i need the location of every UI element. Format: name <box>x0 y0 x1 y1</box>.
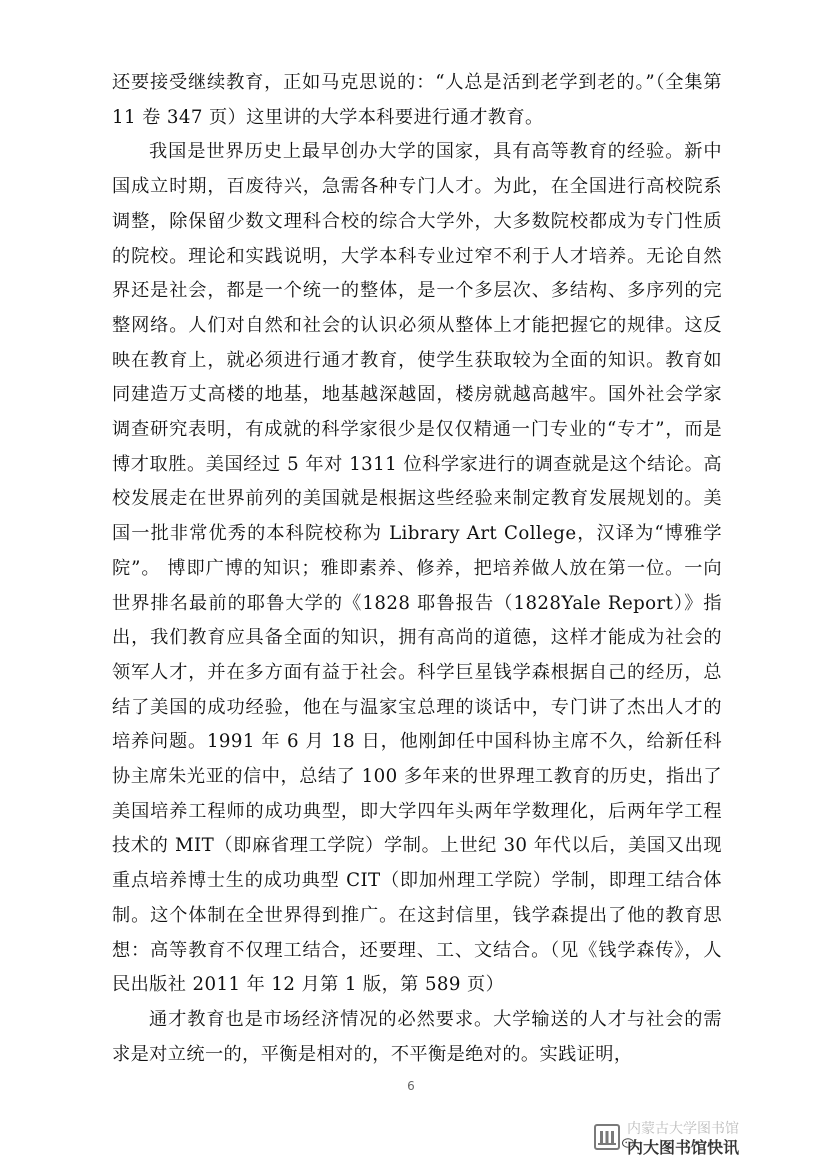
watermark-library-name: 内蒙古大学图书馆 <box>627 1121 739 1137</box>
paragraph-3: 通才教育也是市场经济情况的必然要求。大学输送的人才与社会的需求是对立统一的，平衡是相对的，不平衡是绝对的。实践证明， <box>112 1008 722 1065</box>
watermark <box>594 1116 804 1158</box>
paragraph-2: 我国是世界历史上最早创办大学的国家，具有高等教育的经验。新中国成立时期，百废待兴，急需各种专门人才。为此，在全国进行高校院系调整，除保留少数文理科合校的综合大学外，大多数院校都成为专门性质的院校。理论和实践说明，大学本科专业过窄不利于人才培养。无论自然界还是社会，都是一个统一的整体，是一个多层次、多结构、多序列的完整网络。人们对自然和社会的认识必须从整体上才能把握它的规律。这反映在教育上，就必须进行通才教育，使学生获取较为全面的知识。教育如同建造万丈高楼的地基，地基越深越固，楼房就越高越牢。国外社会学家调查研究表明，有成就的科学家很少是仅仅精通一门专业的“专才”，而是博才取胜。美国经过 5 年对 1311 位科学家进行的调查就是这个结论。高校发展走在世界前列的美国就是根据这些经验来制定教育发展规划的。美国一批非常优秀的本科院校称为 Library Art College，汉译为“博雅学院”。 博即广博的知识；雅即素养、修养，把培养做人放在第一位。一向世界排名最前的耶鲁大学的《1828 耶鲁报告（1828Yale Report）》指出，我们教育应具备全面的知识，拥有高尚的道德，这样才能成为社会的领军人才，并在多方面有益于社会。科学巨星钱学森根据自己的经历，总结了美国的成功经验，他在与温家宝总理的谈话中，专门讲了杰出人才的培养问题。1991 年 6 月 18 日，他刚卸任中国科协主席不久，给新任科协主席朱光亚的信中，总结了 100 多年来的世界理工教育的历史，指出了美国培养工程师的成功典型，即大学四年头两年学数理化，后两年学工程技术的 MIT（即麻省理工学院）学制。上世纪 30 年代以后，美国又出现重点培养博士生的成功典型 CIT（即加州理工学院）学制，即理工结合体制。这个体制在全世界得到推广。在这封信里，钱学森提出了他的教育思想：高等教育不仅理工结合，还要理、工、文结合。（见《钱学森传》，人民出版社 2011 年 12 月第 1 版，第 589 页） <box>112 141 722 996</box>
library-logo-icon <box>594 1124 620 1150</box>
document-body <box>112 66 722 1072</box>
watermark-account-name: 内大图书馆快讯 <box>627 1138 740 1157</box>
paragraph-1: 还要接受继续教育，正如马克思说的：“人总是活到老学到老的。”（全集第 11 卷 347 页）这里讲的大学本科要进行通才教育。 <box>112 72 722 128</box>
page-number: 6 <box>407 1079 415 1093</box>
